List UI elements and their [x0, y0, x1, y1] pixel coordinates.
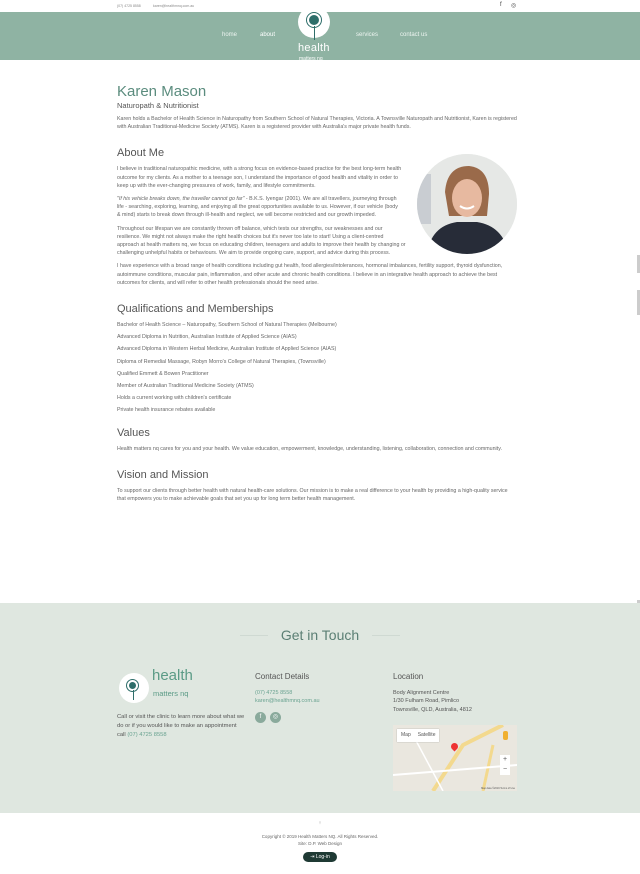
logo-icon[interactable]	[298, 6, 330, 38]
about-p1: I believe in traditional naturopathic medicine, with a strong focus on evidence-based practice for the best long-term health outcome for my clients. As a mother to a teenage son, I understand the importance of good health and vitality in order to keep up with the ever-changing pressures of work, family, and lifestyle commitments.	[117, 166, 402, 189]
top-phone-link[interactable]: (07) 4725 8558	[117, 4, 141, 8]
location-heading: Location	[393, 672, 424, 681]
satellite-tab[interactable]: Satellite	[417, 732, 436, 738]
list-item: Bachelor of Health Science – Naturopathy, Southern School of Natural Therapies (Melbourne)	[117, 322, 337, 329]
nav-about[interactable]: about	[260, 32, 276, 38]
nav-home[interactable]: home	[222, 32, 238, 38]
map-type-control	[397, 729, 439, 742]
nav-services[interactable]: services	[356, 32, 379, 38]
contact-phone-link[interactable]: (07) 4725 8558	[255, 689, 293, 696]
get-in-touch-section	[0, 603, 640, 813]
zoom-out-button[interactable]: −	[502, 766, 508, 773]
logo-subtext: matters nq	[299, 56, 323, 62]
site-footer	[0, 813, 640, 874]
list-item: Member of Australian Traditional Medicine Society (ATMS)	[117, 383, 254, 390]
get-in-touch-heading: Get in Touch	[280, 627, 360, 643]
footer-blurb: Call or visit the clinic to learn more about what we do or if you would like to make an appointment call	[117, 714, 245, 738]
list-item: Advanced Diploma in Western Herbal Medicine, Australian Institute of Applied Science (AIAS)	[117, 346, 337, 353]
footer-logo[interactable]	[117, 667, 245, 713]
about-p3: Throughout our lifespan we are constantly thrown off balance, which tests our strengths, our weaknesses and our resilience. We might not always make the right health choices but it's never too late to start! Using a client-centred approach at health matters nq, we focus on educating children, teenagers and adults to improve their health by changing or challenging unhelpful habits or behaviours. We aim to provide ongoing care, support, and advice during this process.	[117, 225, 406, 257]
copyright: Copyright © 2019 Health Matters NQ. All Rights Reserved.	[261, 834, 379, 839]
list-item: Holds a current working with children's certificate	[117, 395, 232, 402]
footer-logo-subtext: matters nq	[153, 689, 189, 698]
instagram-icon[interactable]: ◎	[270, 712, 281, 723]
pegman-icon[interactable]	[503, 731, 508, 740]
list-item: Qualified Emmett & Bowen Practitioner	[117, 370, 209, 377]
location-column	[393, 672, 519, 790]
site-credit-link[interactable]: Site: D.P. Web Design	[297, 841, 343, 846]
intro-text: Karen holds a Bachelor of Health Science in Naturopathy from Southern School of Natural Therapies, Victoria. A Townsville Naturopath and Nutritionist, Karen is registered with Australian Traditional-Medicine Society (ATMS). Karen is a registered provider with Australia's major private health funds.	[117, 116, 517, 131]
page-title: Karen Mason	[117, 83, 207, 100]
address-line: 1/30 Fulham Road, Pimlico	[393, 698, 460, 704]
facebook-icon[interactable]: f	[255, 712, 266, 723]
instagram-icon[interactable]: ◎	[511, 3, 517, 9]
values-text: Health matters nq cares for you and your health. We value education, empowerment, knowledge, understanding, listening, collaboration, connection and community.	[117, 445, 502, 452]
map-attribution[interactable]: Map data ©2019 Terms of Use	[481, 787, 515, 790]
main-content	[117, 84, 517, 503]
address-line: Body Alignment Centre	[393, 689, 450, 696]
map-tab[interactable]: Map	[401, 732, 411, 738]
quote-text: - B.K.S. Iyengar (2001). We are all travellers, journeying through life - searching, exploring, learning, and enjoying all the great opportunities available to us. However, if our vehicle (body & mind) starts to break down through ill-health and neglect, we will become restricted and our growth impeded.	[117, 196, 398, 219]
vision-text: To support our clients through better health with natural health-care solutions. Our mission is to make a real difference to your health by providing a high-quality service that empowers you to make achievable goals that set you up for long term better health management.	[117, 487, 508, 503]
zoom-in-button[interactable]: +	[502, 756, 508, 763]
footer-logo-text: health	[152, 667, 193, 684]
contact-details-column	[255, 673, 375, 723]
scroll-top-button[interactable]: ↑	[318, 820, 322, 825]
contact-email-link[interactable]: karen@healthmnq.com.au	[255, 698, 320, 704]
logo-icon	[119, 673, 149, 703]
contact-details-heading: Contact Details	[255, 672, 310, 681]
top-email-link[interactable]: karen@healthmnq.com.au	[153, 4, 195, 8]
list-item: Diploma of Remedial Massage, Robyn Morro's College of Natural Therapies, (Townsville)	[117, 358, 326, 365]
values-heading: Values	[117, 426, 150, 439]
about-p4: I have experience with a broad range of health conditions including gut health, food allergies/intolerances, hormonal imbalances, fertility support, thyroid dysfunction, autoimmune conditions, muscular pain, inflammation, and other acute and chronic health conditions. I believe in an integrative health approach to achieve the best outcomes for clients, and will refer to other health professionals should the need arise.	[117, 263, 503, 286]
quote: "If his vehicle breaks down, the traveller cannot go far"	[117, 196, 245, 203]
vision-heading: Vision and Mission	[117, 468, 209, 481]
profile-photo	[417, 154, 517, 254]
logo-text[interactable]: health	[298, 42, 330, 54]
list-item: Private health insurance rebates available	[117, 407, 216, 414]
about-heading: About Me	[117, 147, 165, 160]
page-subtitle: Naturopath & Nutritionist	[117, 101, 199, 110]
facebook-icon[interactable]: f	[500, 2, 502, 8]
footer-blurb-phone-link[interactable]: (07) 4725 8558	[127, 732, 167, 738]
main-nav	[0, 12, 640, 60]
nav-contact[interactable]: contact us	[400, 32, 428, 38]
location-map[interactable]	[393, 725, 517, 791]
qualifications-list	[117, 319, 517, 417]
divider	[372, 635, 400, 636]
login-button[interactable]: ⇥ Log-in	[303, 852, 336, 862]
qualifications-heading: Qualifications and Memberships	[117, 303, 274, 316]
address-line: Townsville, QLD, Australia, 4812	[393, 706, 472, 713]
list-item: Advanced Diploma in Nutrition, Australian Institute of Applied Science (AIAS)	[117, 334, 297, 341]
footer-about-column	[117, 667, 245, 740]
